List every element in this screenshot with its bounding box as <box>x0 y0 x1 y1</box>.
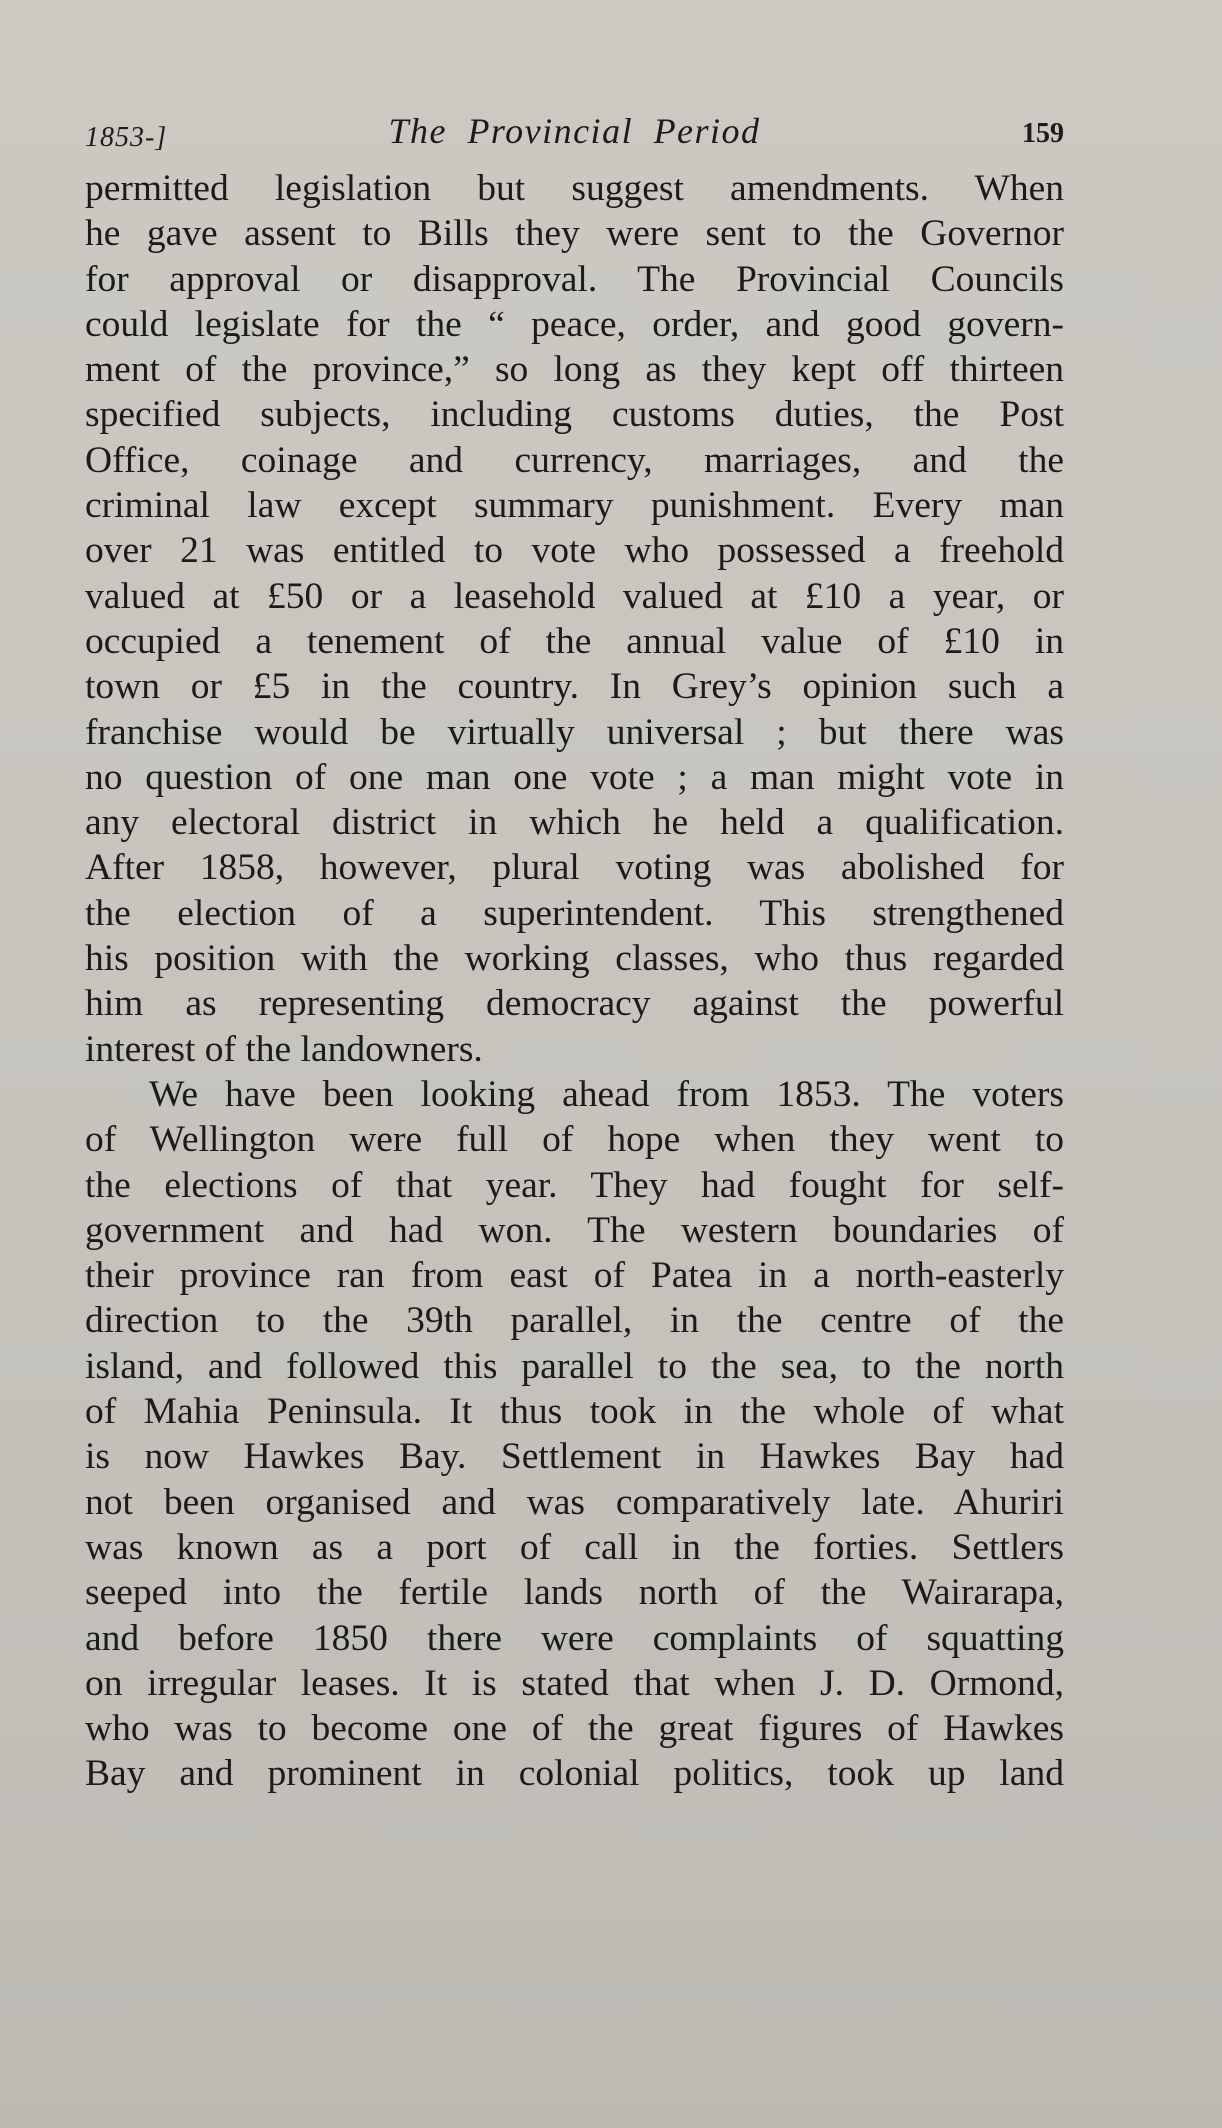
text-line: no question of one man one vote ; a man might vote in <box>85 756 1064 798</box>
text-line: island, and followed this parallel to the sea, to the north <box>85 1345 1064 1387</box>
text-line: any electoral district in which he held a qualification. <box>85 802 1064 844</box>
text-line: franchise would be virtually universal ; but there was <box>85 711 1064 753</box>
text-line: government and had won. The western boundaries of <box>85 1209 1064 1251</box>
text-line: of Wellington were full of hope when they went to <box>85 1119 1064 1161</box>
book-page <box>85 108 1064 1797</box>
text-line: occupied a tenement of the annual value of £10 in <box>85 620 1064 662</box>
text-line: seeped into the fertile lands north of the Wairarapa, <box>85 1572 1064 1614</box>
text-line: he gave assent to Bills they were sent to the Governor <box>85 213 1064 255</box>
text-line: could legislate for the “ peace, order, and good govern- <box>85 303 1064 345</box>
text-line: valued at £50 or a leasehold valued at £10 a year, or <box>85 575 1064 617</box>
text-line: for approval or disapproval. The Provincial Councils <box>85 258 1064 300</box>
text-line: direction to the 39th parallel, in the centre of the <box>85 1300 1064 1342</box>
text-line: permitted legislation but suggest amendments. When <box>85 168 1064 209</box>
text-line: his position with the working classes, who thus regarded <box>85 938 1064 980</box>
running-head-title: The Provincial Period <box>388 111 761 151</box>
text-line: ment of the province,” so long as they kept off thirteen <box>85 349 1064 391</box>
text-line: was known as a port of call in the forties. Settlers <box>85 1526 1064 1568</box>
page-number: 159 <box>1022 118 1064 149</box>
body-text <box>85 166 1064 1797</box>
text-line: Office, coinage and currency, marriages, and the <box>85 439 1064 481</box>
text-line: specified subjects, including customs duties, the Post <box>85 394 1064 436</box>
text-line: the elections of that year. They had fought for self- <box>85 1164 1064 1206</box>
running-head-date: 1853-] <box>85 122 168 153</box>
text-line: interest of the landowners. <box>85 1028 483 1070</box>
text-line: We have been looking ahead from 1853. The voters <box>149 1073 1064 1115</box>
text-line: over 21 was entitled to vote who possessed a freehold <box>85 530 1064 572</box>
text-line: and before 1850 there were complaints of squatting <box>85 1617 1064 1659</box>
text-line: town or £5 in the country. In Grey’s opinion such a <box>85 666 1064 708</box>
text-line: Bay and prominent in colonial politics, took up land <box>85 1753 1064 1795</box>
text-line: on irregular leases. It is stated that when J. D. Ormond, <box>85 1662 1064 1704</box>
text-line: is now Hawkes Bay. Settlement in Hawkes Bay had <box>85 1436 1064 1478</box>
text-line: him as representing democracy against the powerful <box>85 983 1064 1025</box>
running-head <box>85 108 1064 158</box>
text-line: of Mahia Peninsula. It thus took in the whole of what <box>85 1391 1064 1433</box>
text-line: their province ran from east of Patea in a north-easterly <box>85 1255 1064 1297</box>
text-line: not been organised and was comparatively late. Ahuriri <box>85 1481 1064 1523</box>
text-line: who was to become one of the great figures of Hawkes <box>85 1708 1064 1750</box>
text-line: After 1858, however, plural voting was abolished for <box>85 847 1064 889</box>
text-line: criminal law except summary punishment. Every man <box>85 485 1064 527</box>
text-line: the election of a superintendent. This strengthened <box>85 892 1064 934</box>
